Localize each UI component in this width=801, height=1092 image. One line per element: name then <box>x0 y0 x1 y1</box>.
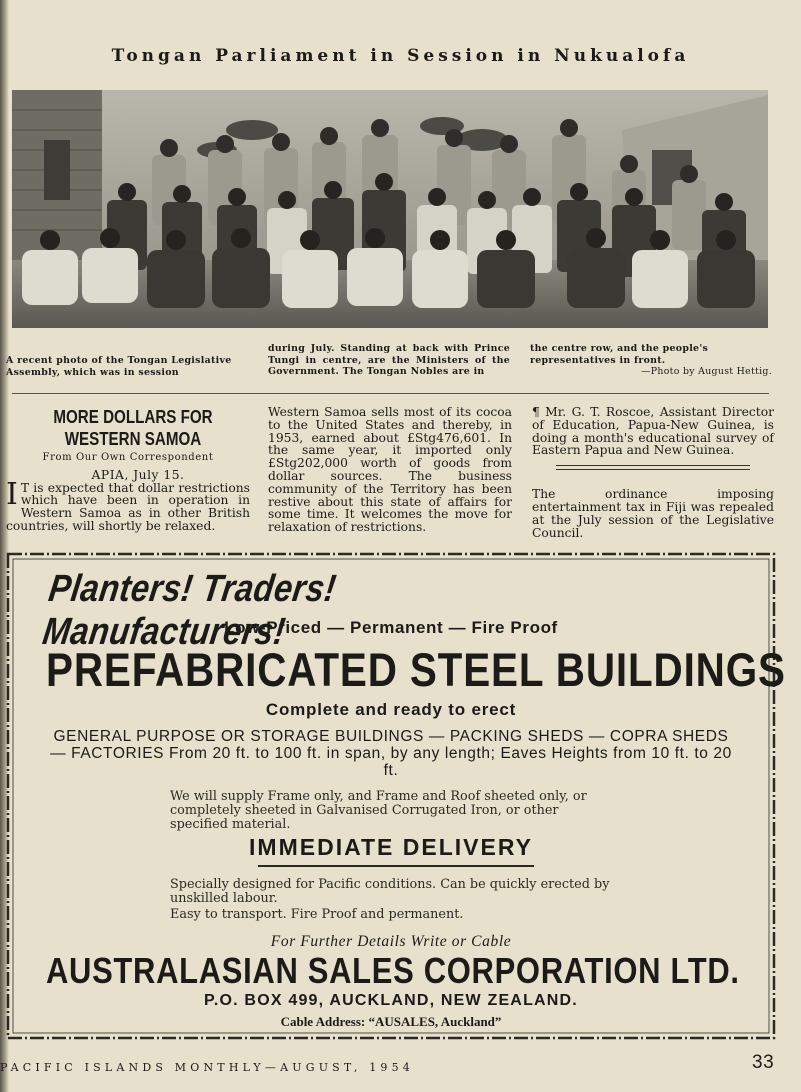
assembly-photo <box>12 90 768 328</box>
ad-immediate-underline <box>258 865 534 867</box>
photo-credit: —Photo by August Hettig. <box>641 366 772 377</box>
ad-specially-text: Specially designed for Pacific conditions. Can be quickly erected by unskilled labour. <box>170 877 610 906</box>
photo-caption-col2: during July. Standing at back with Prince Tungi in centre, are the Ministers of the Government. The Tongan Nobles are in <box>268 343 510 377</box>
note-roscoe: ¶ Mr. G. T. Roscoe, Assistant Director of Education, Papua-New Guinea, is doing a month's educational survey of Eastern Papua and New Guinea. <box>532 405 774 458</box>
photo-headline: Tongan Parliament in Session in Nukualofa <box>111 46 690 66</box>
article-para1-wrap <box>6 476 250 533</box>
article-title: MORE DOLLARS FOR WESTERN SAMOA <box>53 406 213 449</box>
publication-footer: PACIFIC ISLANDS MONTHLY—AUGUST, 1954 <box>0 1061 415 1074</box>
ad-headline: Planters! Traders! Manufacturers! <box>40 568 339 653</box>
ad-main-heading: PREFABRICATED STEEL BUILDINGS <box>46 643 786 696</box>
ad-easy-text: Easy to transport. Fire Proof and permanent. <box>170 907 464 922</box>
ad-immediate-delivery: IMMEDIATE DELIVERY <box>249 834 533 860</box>
article-dateline: APIA, July 15. <box>91 467 185 482</box>
ad-further-details: For Further Details Write or Cable <box>270 933 512 950</box>
ad-postal-address: P.O. BOX 499, AUCKLAND, NEW ZEALAND. <box>204 992 578 1009</box>
photo-caption-col3 <box>530 343 772 378</box>
notes-column <box>532 406 774 539</box>
ad-supply-text: We will supply Frame only, and Frame and Roof sheeted only, or completely sheeted in Galvanised Corrugated Iron, or other specified material. <box>170 789 587 832</box>
article-dropcap: I <box>6 476 18 512</box>
article-para1: T is expected that dollar restrictions which have been in operation in Western Samoa as in other British countries, will shortly be relaxed. <box>6 480 250 533</box>
page-number: 33 <box>752 1052 775 1073</box>
ad-subhead: Low-Priced — Permanent — Fire Proof <box>224 618 558 637</box>
ad-complete-line: Complete and ready to erect <box>265 700 517 719</box>
ad-uses-text: GENERAL PURPOSE OR STORAGE BUILDINGS — PACKING SHEDS — COPRA SHEDS — FACTORIES From 20 ft. to 100 ft. in span, by any length; Eaves Heights from 10 ft. to 20 ft. <box>50 728 732 779</box>
article-byline: From Our Own Correspondent <box>42 452 214 463</box>
ad-cable-address: Cable Address: “AUSALES, Auckland” <box>280 1014 502 1029</box>
advertisement <box>6 552 786 1040</box>
photo-caption-col3-text: the centre row, and the people's representatives in front. <box>530 343 709 366</box>
photo-caption-col1: A recent photo of the Tongan Legislative Assembly, which was in session <box>6 355 232 378</box>
section-rule <box>12 393 769 394</box>
ad-company-name: AUSTRALASIAN SALES CORPORATION LTD. <box>46 950 740 991</box>
note-divider <box>556 465 750 470</box>
note-fiji-tax: The ordinance imposing entertainment tax in Fiji was repealed at the July session of the Legislative Council. <box>532 487 774 540</box>
assembly-photo-illustration <box>12 90 768 328</box>
article-column-2: Western Samoa sells most of its cocoa to the United States and thereby, in 1953, earned about £Stg476,601. In the same year, it imported only £Stg202,000 worth of goods from dollar sources. The business community of the Territory has been restive about this state of affairs for some time. It welcomes the move for relaxation of restrictions. <box>268 405 512 535</box>
article-column-1 <box>6 406 250 533</box>
